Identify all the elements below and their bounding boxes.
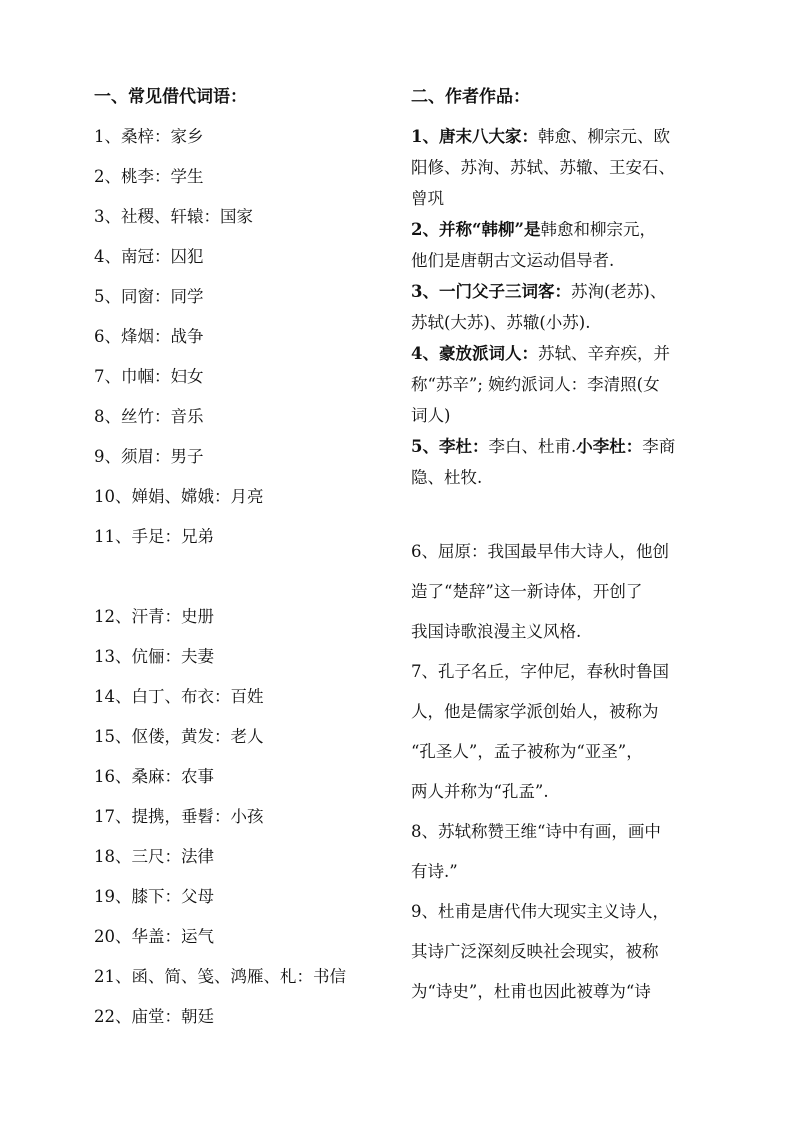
paragraph-line: 人，他是儒家学派创始人，被称为 bbox=[411, 702, 659, 721]
right-heading: 二、作者作品： bbox=[411, 87, 530, 107]
paragraph-line: 8、苏轼称赞王维“诗中有画，画中 bbox=[411, 822, 661, 841]
paragraph-line: 为“诗史”，杜甫也因此被尊为“诗 bbox=[411, 982, 651, 1001]
list-item: 12、汗青：史册 bbox=[94, 607, 214, 626]
item-text: 曾巩 bbox=[411, 189, 444, 208]
item-label: 3、一门父子三词客： bbox=[411, 282, 571, 301]
item-label: 小李杜： bbox=[576, 437, 643, 456]
list-item: 9、须眉：男子 bbox=[94, 447, 204, 466]
list-item: 3、社稷、轩辕：国家 bbox=[94, 207, 253, 226]
paragraph-line: 有诗.” bbox=[411, 862, 458, 881]
author-item-1 bbox=[411, 124, 711, 155]
list-item: 8、丝竹：音乐 bbox=[94, 407, 204, 426]
right-column bbox=[411, 84, 711, 1019]
item-text: 阳修、苏洵、苏轼、苏辙、王安石、 bbox=[411, 158, 675, 177]
item-text: 苏轼、辛弃疾，并 bbox=[537, 344, 670, 363]
left-heading: 一、常见借代词语： bbox=[94, 87, 247, 107]
list-item: 20、华盖：运气 bbox=[94, 927, 214, 946]
author-item-4 bbox=[411, 341, 711, 372]
left-column bbox=[94, 84, 394, 1044]
author-item-2 bbox=[411, 217, 711, 248]
list-item: 17、提携，垂髫：小孩 bbox=[94, 807, 264, 826]
paragraph-line: 两人并称为“孔孟”. bbox=[411, 782, 549, 801]
paragraph-line: 造了“楚辞”这一新诗体，开创了 bbox=[411, 582, 643, 601]
item-text: 韩愈和柳宗元， bbox=[540, 220, 656, 239]
list-item: 15、伛偻，黄发：老人 bbox=[94, 727, 264, 746]
item-text: 苏轼(大苏)、苏辙(小苏). bbox=[411, 313, 591, 332]
item-label: 4、豪放派词人： bbox=[411, 344, 538, 363]
list-item: 21、函、简、笺、鸿雁、札：书信 bbox=[94, 967, 346, 986]
paragraph-line: 7、孔子名丘，字仲尼，春秋时鲁国 bbox=[411, 662, 669, 681]
item-label: 5、李杜： bbox=[411, 437, 489, 456]
list-item: 19、膝下：父母 bbox=[94, 887, 214, 906]
item-text: 他们是唐朝古文运动倡导者. bbox=[411, 251, 615, 270]
paragraph-line: “孔圣人”，孟子被称为“亚圣”， bbox=[411, 742, 643, 761]
paragraph-line: 我国诗歌浪漫主义风格. bbox=[411, 622, 582, 641]
list-item: 10、婵娟、嫦娥：月亮 bbox=[94, 487, 264, 506]
item-text: 苏洵(老苏)、 bbox=[570, 282, 667, 301]
paragraph-line: 其诗广泛深刻反映社会现实，被称 bbox=[411, 942, 659, 961]
author-item-3 bbox=[411, 279, 711, 310]
paragraph-line: 6、屈原：我国最早伟大诗人，他创 bbox=[411, 542, 669, 561]
list-item: 7、巾帼：妇女 bbox=[94, 367, 204, 386]
item-text: 李白、杜甫. bbox=[488, 437, 577, 456]
paragraph-line: 9、杜甫是唐代伟大现实主义诗人， bbox=[411, 902, 669, 921]
item-label: 2、并称“韩柳”是 bbox=[411, 220, 541, 239]
item-text: 隐、杜牧. bbox=[411, 468, 483, 487]
list-item: 5、同窗：同学 bbox=[94, 287, 204, 306]
list-item: 6、烽烟：战争 bbox=[94, 327, 204, 346]
list-item: 22、庙堂：朝廷 bbox=[94, 1007, 214, 1026]
list-item: 11、手足：兄弟 bbox=[94, 527, 214, 546]
list-item: 1、桑梓：家乡 bbox=[94, 127, 204, 146]
item-text: 称“苏辛”; 婉约派词人：李清照(女 bbox=[411, 375, 660, 394]
list-item: 16、桑麻：农事 bbox=[94, 767, 214, 786]
list-item: 13、伉俪：夫妻 bbox=[94, 647, 214, 666]
item-text: 词人) bbox=[411, 406, 451, 425]
item-label: 1、唐末八大家： bbox=[411, 127, 538, 146]
list-item: 2、桃李：学生 bbox=[94, 167, 204, 186]
list-item: 18、三尺：法律 bbox=[94, 847, 214, 866]
section-gap bbox=[411, 496, 711, 539]
author-item-5 bbox=[411, 434, 711, 465]
list-item: 14、白丁、布衣：百姓 bbox=[94, 687, 264, 706]
item-text: 韩愈、柳宗元、欧 bbox=[537, 127, 670, 146]
list-item: 4、南冠：囚犯 bbox=[94, 247, 204, 266]
section-gap bbox=[94, 564, 394, 604]
item-text: 李商 bbox=[642, 437, 676, 456]
